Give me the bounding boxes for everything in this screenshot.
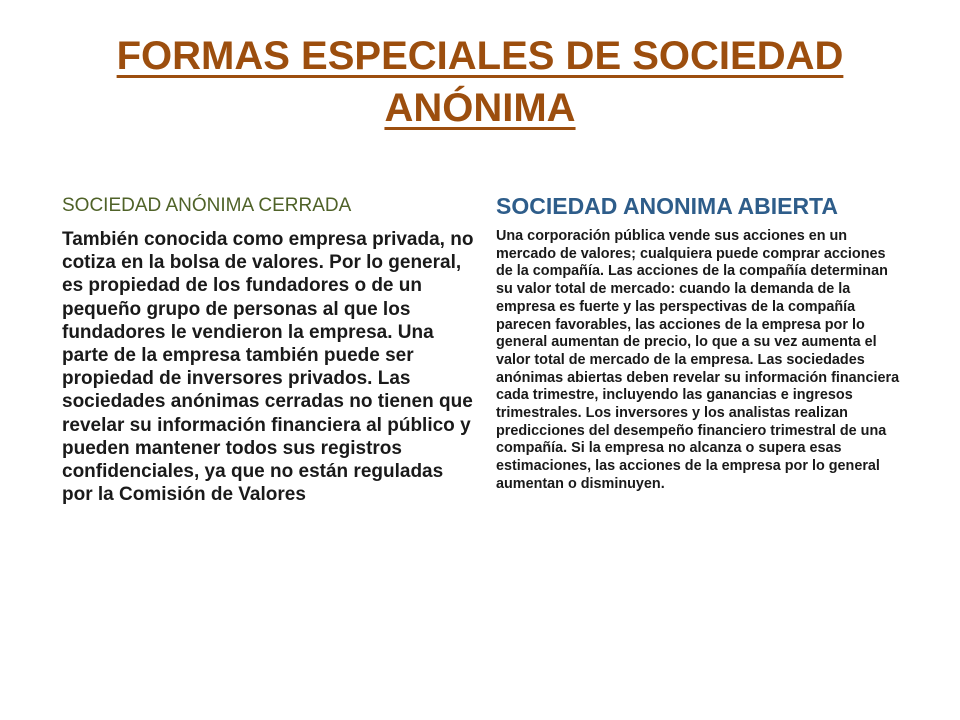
slide-title: FORMAS ESPECIALES DE SOCIEDAD ANÓNIMA: [116, 34, 844, 130]
left-column: [62, 190, 474, 506]
left-column-body: También conocida como empresa privada, no cotiza en la bolsa de valores. Por lo general, es propiedad de los fundadores o de un pequeño grupo de personas al que los fundadores le vendieron la empresa. Una parte de la empresa también puede ser propiedad de inversores privados. Las sociedades anónimas cerradas no tienen que revelar su información financiera al público y pueden mantener todos sus registros confidenciales, ya que no están reguladas por la Comisión de Valores: [62, 229, 474, 506]
right-column: [496, 190, 906, 494]
right-column-heading: SOCIEDAD ANONIMA ABIERTA: [496, 193, 839, 219]
right-column-body: Una corporación pública vende sus acciones en un mercado de valores; cualquiera puede comprar acciones de la compañía. Las acciones de la compañía determinan su valor total de mercado: cuando la demanda de la empresa es fuerte y las perspectivas de la compañía parecen favorables, las acciones de la empresa por lo general aumentan de precio, lo que a su vez aumenta el valor total de mercado de la empresa. Las sociedades anónimas abiertas deben revelar su información financiera cada trimestre, incluyendo las ganancias e ingresos trimestrales. Los inversores y los analistas realizan predicciones del desempeño financiero trimestral de una compañía. Si la empresa no alcanza o supera esas estimaciones, las acciones de la empresa por lo general aumentan o disminuyen.: [496, 228, 900, 492]
left-column-heading: SOCIEDAD ANÓNIMA CERRADA: [62, 195, 352, 216]
